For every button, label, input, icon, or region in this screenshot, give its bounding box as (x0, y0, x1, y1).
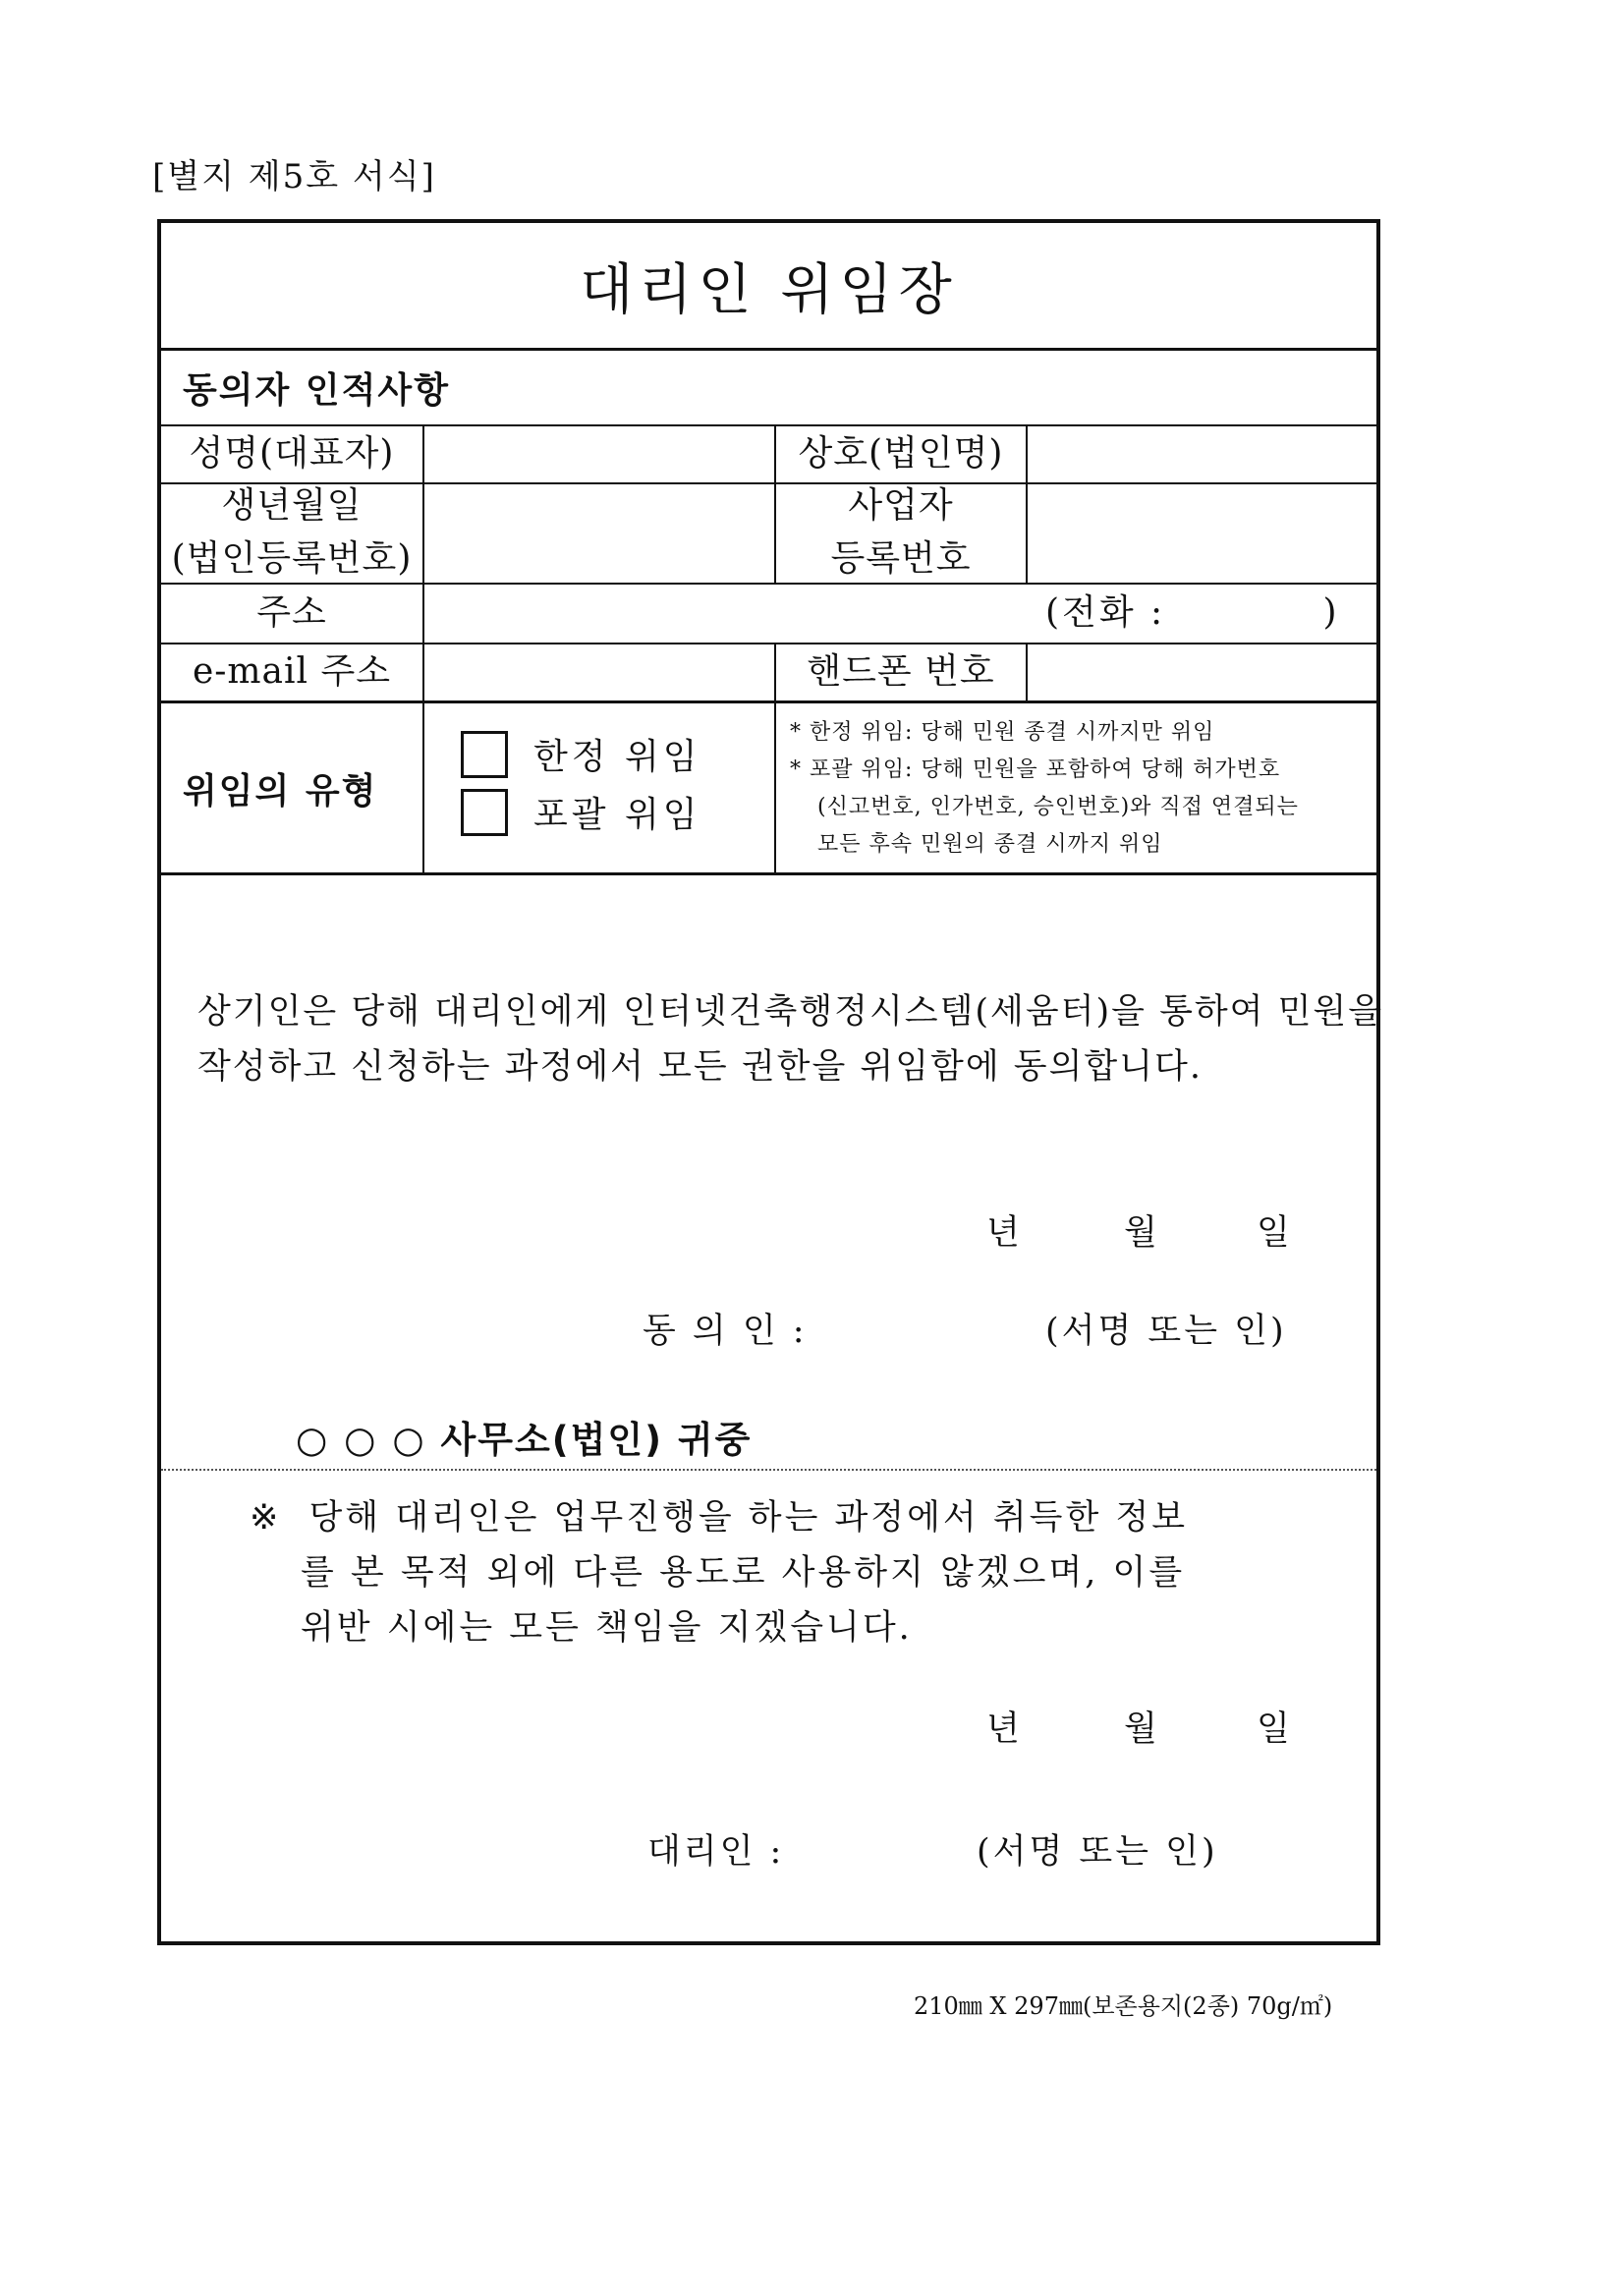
birth-field[interactable] (424, 482, 774, 583)
pledge-line: 위반 시에는 모든 책임을 지겠습니다. (301, 1608, 913, 1648)
addressee: ○ ○ ○ 사무소(법인) 귀중 (296, 1419, 753, 1461)
mobile-field[interactable] (1028, 643, 1376, 700)
date-month: 월 (1124, 1213, 1157, 1253)
business-number-label-line1: 사업자 (848, 485, 954, 526)
delegation-notes (790, 714, 1374, 864)
name-label: 성명(대표자) (189, 432, 395, 474)
dotted-divider (161, 1469, 1376, 1471)
mobile-label: 핸드폰 번호 (807, 650, 995, 692)
note-limited: * 한정 위임: 당해 민원 종결 시까지만 위임 (790, 720, 1215, 745)
phone-close-paren: ) (1322, 591, 1338, 633)
consenter-section-heading: 동의자 인적사항 (183, 370, 450, 411)
date-month: 월 (1124, 1709, 1157, 1749)
email-field[interactable] (424, 643, 774, 700)
note-comprehensive-cont: (신고번호, 인가번호, 승인번호)와 직접 연결되는 (817, 795, 1299, 820)
business-number-field[interactable] (1028, 482, 1376, 583)
consenter-signature-label: 동 의 인 : (643, 1312, 808, 1351)
comprehensive-delegation-option[interactable] (461, 787, 701, 837)
consent-line: 상기인은 당해 대리인에게 인터넷건축행정시스템(세움터)을 통하여 민원을 (197, 992, 1384, 1032)
date-day: 일 (1257, 1213, 1290, 1253)
consent-date (161, 1205, 1376, 1255)
note-comprehensive-cont: 모든 후속 민원의 종결 시까지 위임 (817, 832, 1163, 858)
agent-pledge (250, 1490, 1188, 1655)
reference-mark: ※ (250, 1498, 282, 1538)
business-number-label (776, 482, 1026, 583)
limited-delegation-label: 한정 위임 (533, 737, 701, 777)
birth-label-line2: (법인등록번호) (171, 538, 413, 579)
date-day: 일 (1257, 1709, 1290, 1749)
birth-label-line1: 생년월일 (221, 485, 363, 526)
birth-label (161, 482, 422, 583)
name-field[interactable] (424, 424, 774, 482)
comprehensive-delegation-checkbox[interactable] (461, 789, 508, 836)
date-year: 년 (986, 1709, 1020, 1749)
business-number-label-line2: 등록번호 (830, 538, 972, 579)
limited-delegation-option[interactable] (461, 729, 701, 779)
table-rule (161, 872, 1376, 875)
limited-delegation-checkbox[interactable] (461, 731, 508, 778)
address-label: 주소 (256, 591, 327, 633)
agent-signature-suffix: (서명 또는 인) (977, 1832, 1218, 1872)
date-year: 년 (986, 1213, 1020, 1253)
paper-spec-footer: 210㎜ X 297㎜(보존용지(2종) 70g/㎡) (914, 1992, 1333, 2020)
email-label: e-mail 주소 (192, 650, 392, 692)
table-rule (161, 700, 1376, 703)
consent-line: 작성하고 신청하는 과정에서 모든 권한을 위임함에 동의합니다. (197, 1047, 1203, 1087)
consenter-signature-suffix: (서명 또는 인) (1045, 1312, 1287, 1351)
agent-signature-label: 대리인 : (647, 1832, 785, 1872)
proxy-form-frame (157, 219, 1384, 1945)
pledge-line: 당해 대리인은 업무진행을 하는 과정에서 취득한 정보 (308, 1498, 1189, 1538)
form-title: 대리인 위임장 (161, 223, 1376, 351)
note-comprehensive: * 포괄 위임: 당해 민원을 포함하여 당해 허가번호 (790, 757, 1281, 783)
address-field[interactable] (424, 583, 1112, 643)
company-label: 상호(법인명) (798, 432, 1004, 474)
comprehensive-delegation-label: 포괄 위임 (533, 795, 701, 835)
delegation-type-heading: 위임의 유형 (183, 771, 378, 812)
phone-label: (전화 : (1045, 591, 1166, 633)
form-number-label: [별지 제5호 서식] (152, 157, 436, 196)
consent-statement (197, 984, 1384, 1094)
company-field[interactable] (1028, 424, 1376, 482)
pledge-line: 를 본 목적 외에 다른 용도로 사용하지 않겠으며, 이를 (301, 1553, 1186, 1593)
pledge-date (161, 1702, 1376, 1751)
